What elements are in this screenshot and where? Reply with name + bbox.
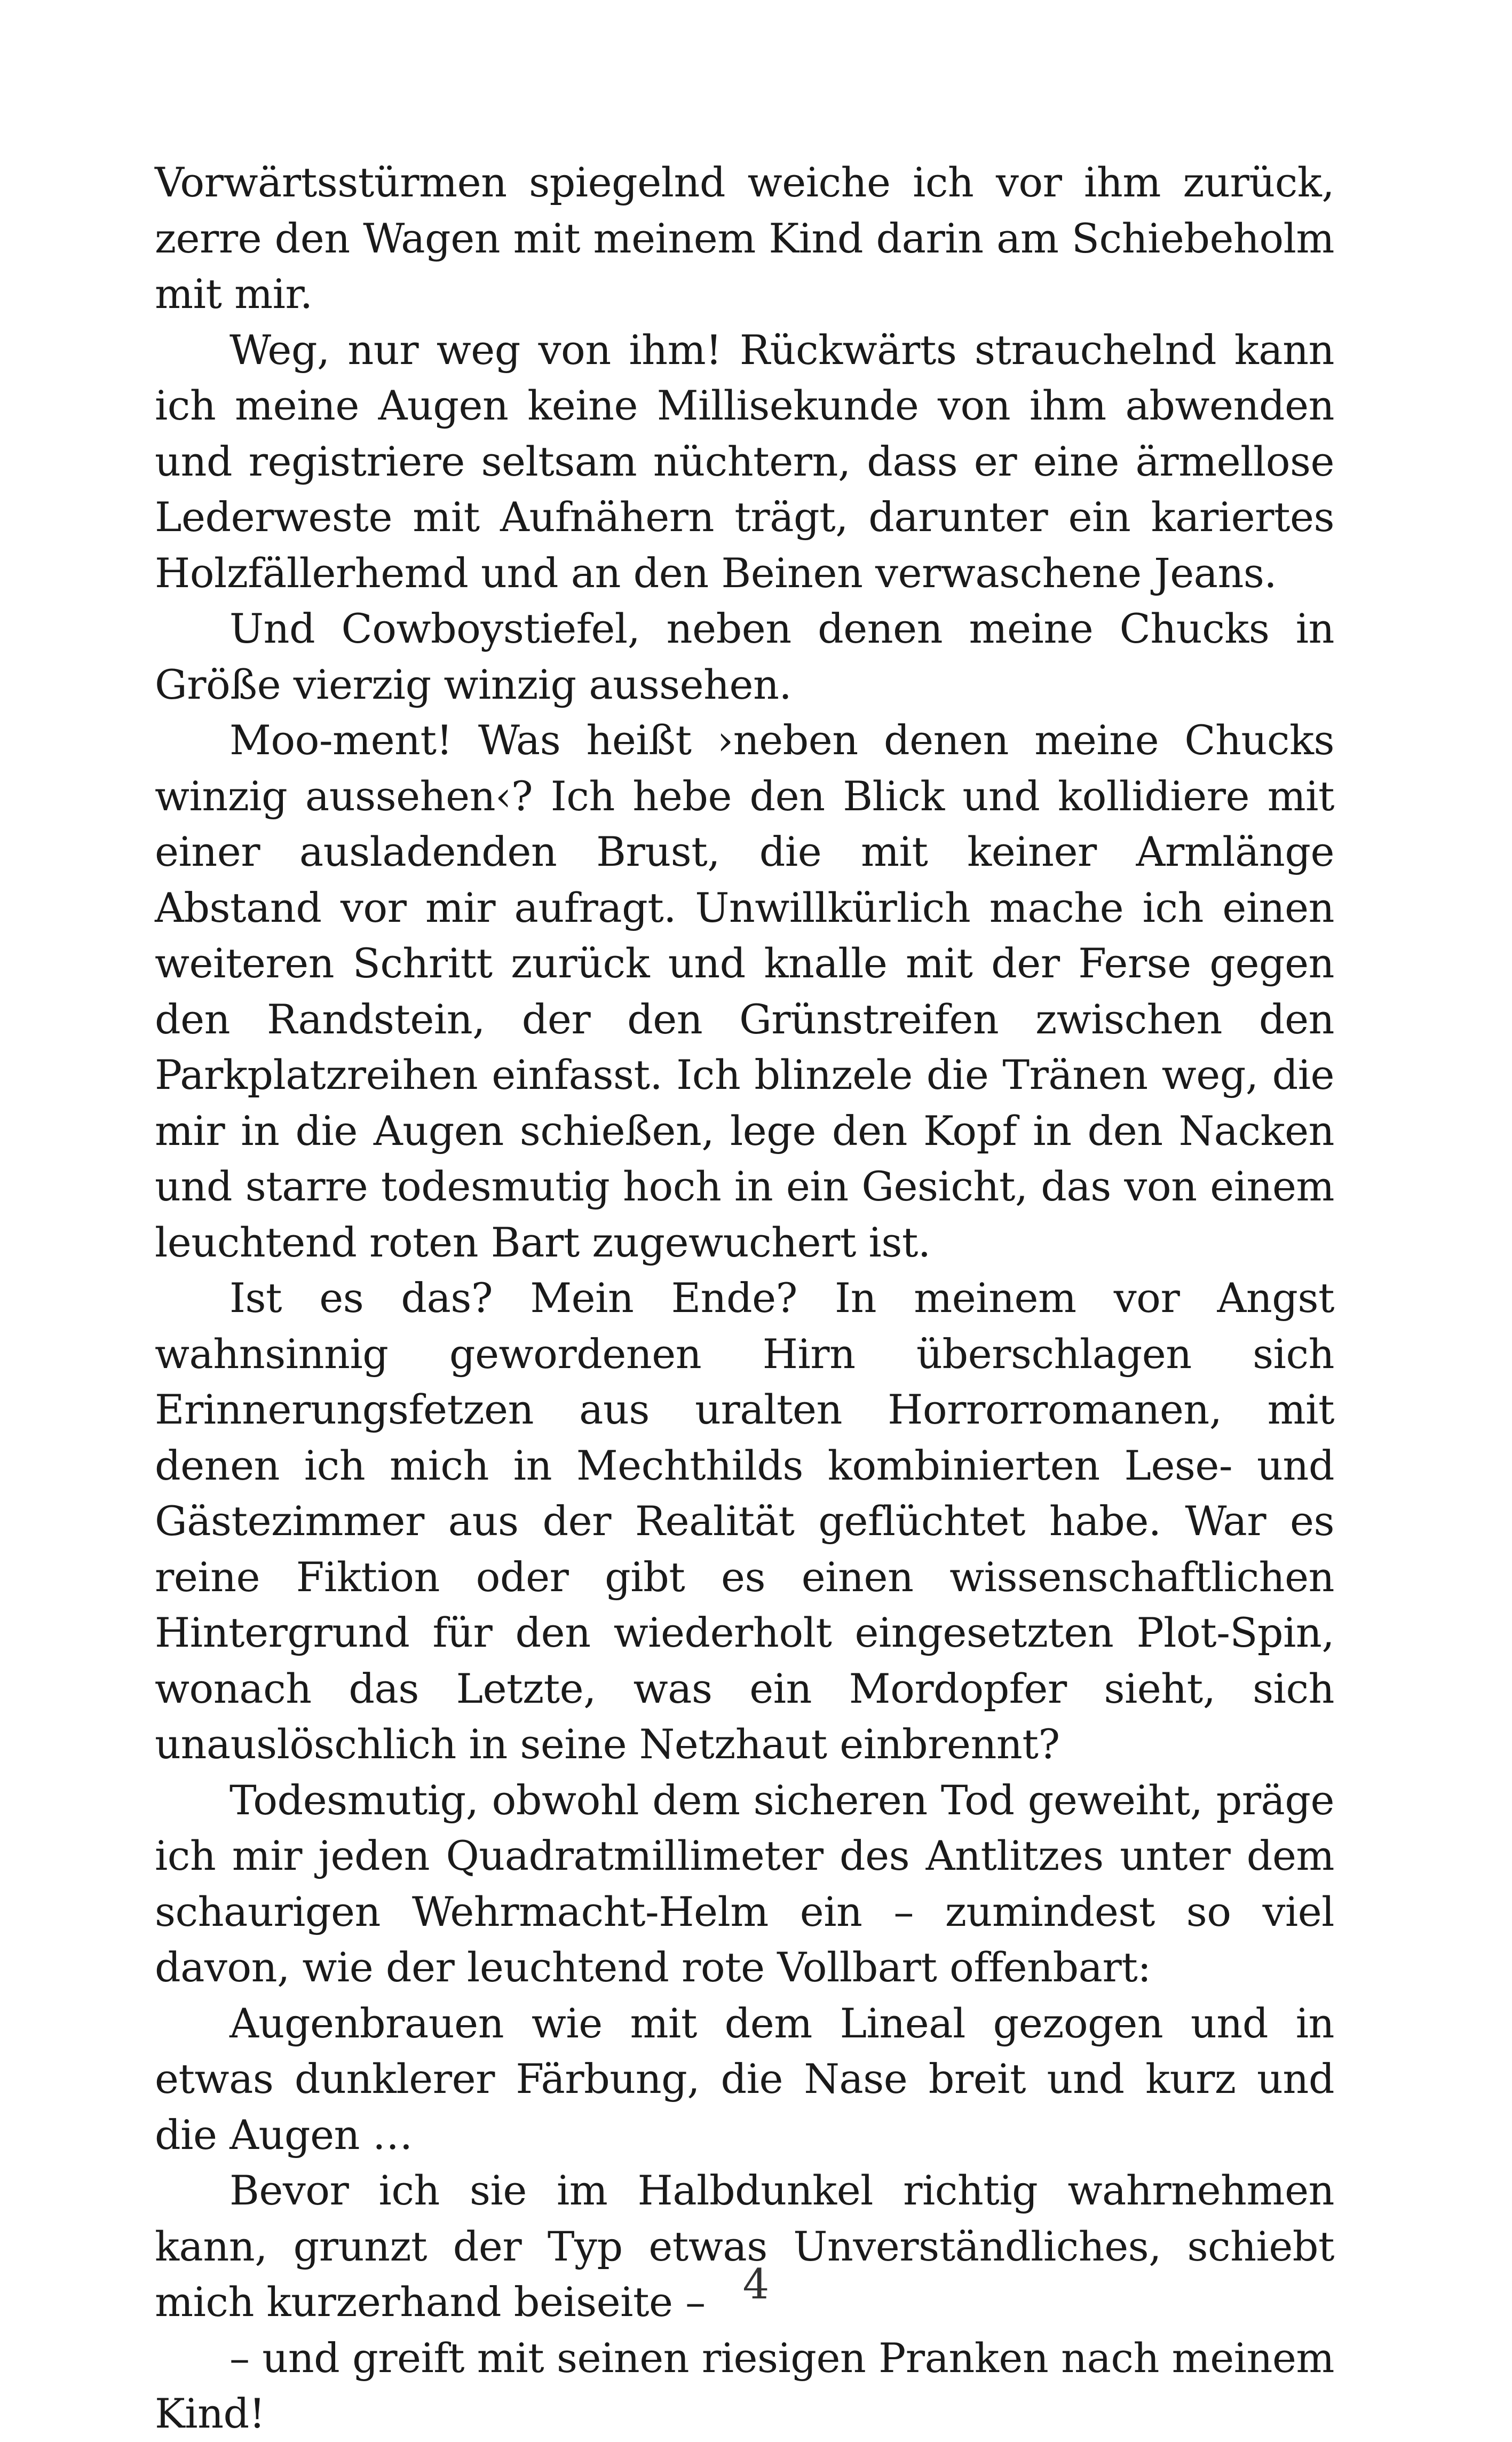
paragraph-5: Ist es das? Mein Ende? In meinem vor Angst wahnsinnig gewordenen Hirn überschlagen sich Erinnerungsfetzen aus uralten Horrorromanen, mit denen ich mich in Mechthilds kombinierten Lese- und Gästezimmer aus der Realität geflüchtet habe. War es reine Fiktion oder gibt es einen wissenschaftlichen Hintergrund für den wiederholt eingesetzten Plot-Spin, wonach das Letzte, was ein Mordopfer sieht, sich unauslöschlich in seine Netzhaut einbrennt? [155,1274,1334,1768]
body-text [155,155,1334,2442]
paragraph-9: – und greift mit seinen riesigen Pranken nach meinem Kind! [155,2334,1334,2437]
paragraph-4: Moo-ment! Was heißt ›neben denen meine Chucks winzig aussehen‹? Ich hebe den Blick und kollidiere mit einer ausladenden Brust, die mit keiner Armlänge Abstand vor mir aufragt. Unwillkürlich mache ich einen weiteren Schritt zurück und knalle mit der Ferse gegen den Randstein, der den Grünstreifen zwischen den Parkplatzreihen einfasst. Ich blinzele die Tränen weg, die mir in die Augen schießen, lege den Kopf in den Nacken und starre todesmutig hoch in ein Gesicht, das von einem leuchtend roten Bart zugewuchert ist. [155,716,1334,1266]
paragraph-6: Todesmutig, obwohl dem sicheren Tod geweiht, präge ich mir jeden Quadratmillimeter des Antlitzes unter dem schaurigen Wehrmacht-Helm ein – zumindest so viel davon, wie der leuchtend rote Vollbart offenbart: [155,1776,1334,1991]
paragraph-8: Bevor ich sie im Halbdunkel richtig wahrnehmen kann, grunzt der Typ etwas Unverständliches, schiebt mich kurzerhand beiseite – [155,2167,1334,2326]
paragraph-7: Augenbrauen wie mit dem Lineal gezogen und in etwas dunklerer Färbung, die Nase breit und kurz und die Augen … [155,1999,1334,2159]
page-number: 4 [742,2261,770,2309]
paragraph-3: Und Cowboystiefel, neben denen meine Chucks in Größe vierzig winzig aussehen. [155,605,1334,708]
paragraph-1: Vorwärtsstürmen spiegelnd weiche ich vor ihm zurück, zerre den Wagen mit meinem Kind darin am Schiebeholm mit mir. [155,159,1334,318]
paragraph-2: Weg, nur weg von ihm! Rückwärts strauchelnd kann ich meine Augen keine Millisekunde von ihm abwenden und registriere seltsam nüchtern, dass er eine ärmellose Lederweste mit Aufnähern trägt, darunter ein kariertes Holzfällerhemd und an den Beinen verwaschene Jeans. [155,326,1334,597]
